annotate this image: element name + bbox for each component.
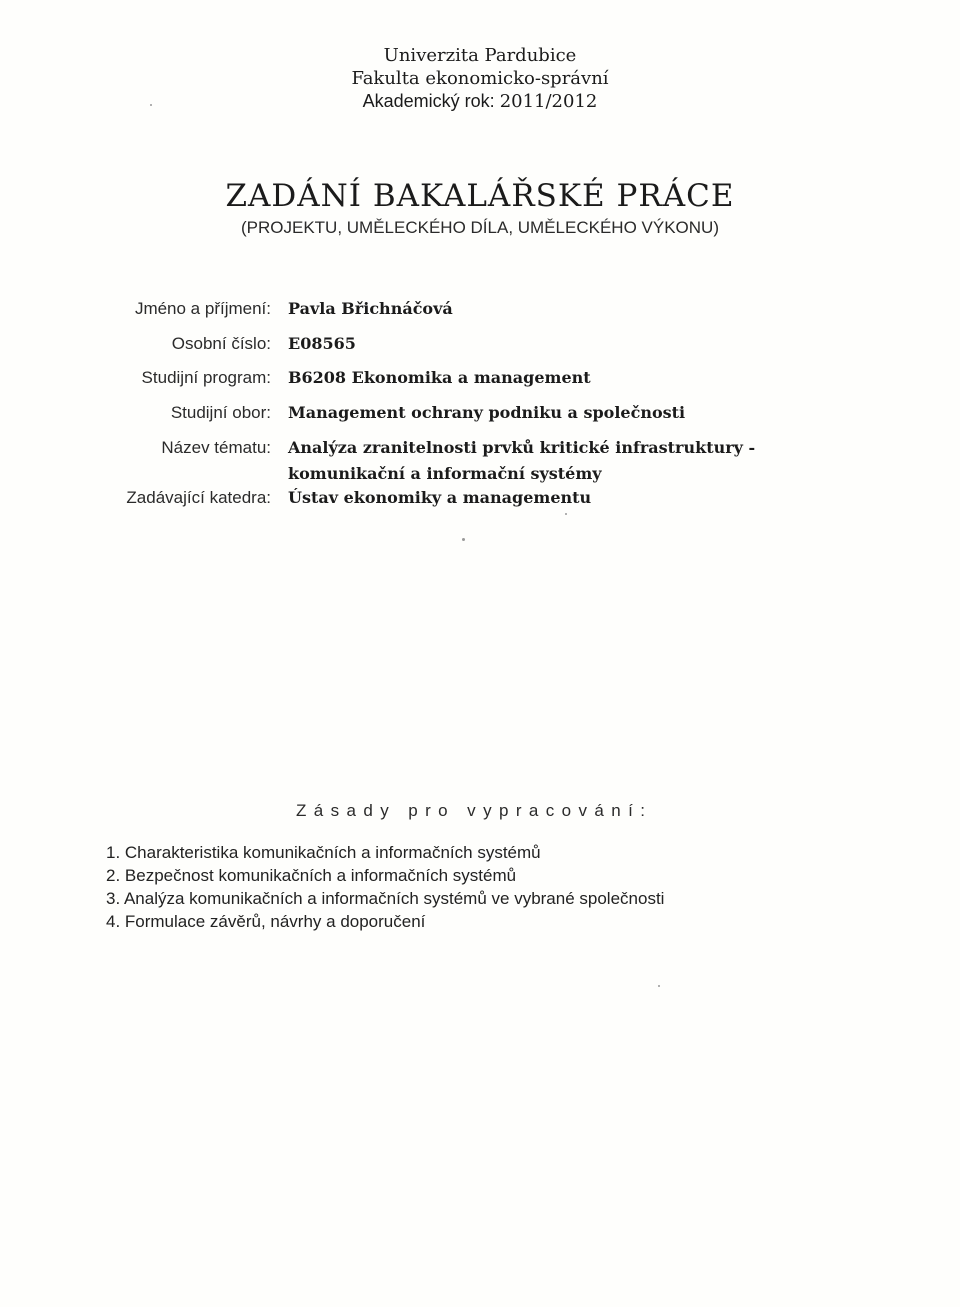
info-label: Název tématu:: [161, 438, 271, 457]
info-value: E08565: [288, 334, 356, 353]
info-value: Analýza zranitelnosti prvků kritické infrastruktury - komunikační a informační systémy: [288, 438, 756, 483]
university-name: Univerzita Pardubice: [383, 45, 577, 66]
academic-year: [0, 90, 960, 113]
guidelines-heading: Zásady pro vypracování:: [296, 801, 653, 820]
academic-year-value: 2011/2012: [499, 91, 598, 112]
scan-speck: [462, 538, 465, 541]
list-item: 4. Formulace závěrů, návrhy a doporučení: [106, 912, 426, 931]
faculty-name: Fakulta ekonomicko-správní: [351, 68, 609, 89]
list-item: 3. Analýza komunikačních a informačních systémů ve vybrané společnosti: [106, 889, 665, 908]
document-subtitle: (PROJEKTU, UMĚLECKÉHO DÍLA, UMĚLECKÉHO VÝKONU): [241, 218, 719, 237]
scan-speck: [150, 104, 152, 106]
info-value: Pavla Břichnáčová: [288, 299, 453, 318]
header: [0, 44, 960, 113]
info-label: Studijní obor:: [170, 403, 271, 422]
info-value: Ústav ekonomiky a managementu: [288, 488, 592, 507]
info-value: Management ochrany podniku a společnosti: [288, 403, 686, 422]
guidelines-list: [106, 841, 826, 933]
list-item: 1. Charakteristika komunikačních a informačních systémů: [106, 843, 541, 862]
info-label: Osobní číslo:: [171, 334, 271, 353]
scan-speck: [565, 513, 567, 515]
info-label: Studijní program:: [141, 368, 271, 387]
info-label: Zadávající katedra:: [126, 488, 271, 507]
list-item: 2. Bezpečnost komunikačních a informačních systémů: [106, 866, 517, 885]
scan-speck: [658, 985, 660, 987]
document-title: ZADÁNÍ BAKALÁŘSKÉ PRÁCE: [225, 178, 735, 214]
academic-year-label: Akademický rok:: [362, 91, 495, 111]
info-label: Jméno a příjmení:: [134, 299, 271, 318]
title-block: [0, 176, 960, 240]
info-value: B6208 Ekonomika a management: [288, 368, 591, 387]
